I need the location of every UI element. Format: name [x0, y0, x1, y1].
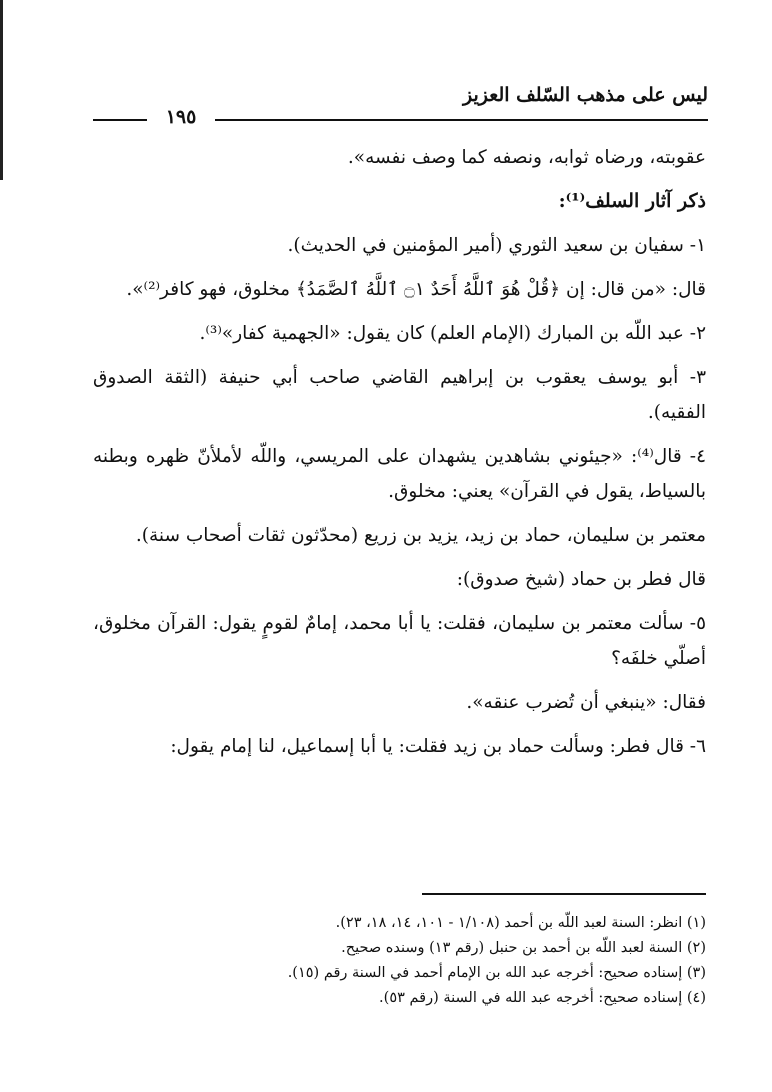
paragraph-answer: فقال: «ينبغي أن تُضرب عنقه».: [466, 692, 706, 713]
scan-margin-line: [0, 0, 3, 180]
paragraph-item-3: ٣- أبو يوسف يعقوب بن إبراهيم القاضي صاحب أبي حنيفة (الثقة الصدوق الفقيه).: [93, 367, 706, 423]
main-text: [93, 140, 706, 773]
paragraph-item-4: ٤- قال⁽⁴⁾: «جيئوني بشاهدين يشهدان على المريسي، واللّه لأملأنّ ظهره وبطنه بالسياط، يقول في القرآن» يعني: مخلوق.: [93, 446, 707, 502]
section-heading: ذكر آثار السلف⁽¹⁾:: [558, 190, 706, 212]
header-rule-left: [93, 119, 147, 121]
running-header-title: ليس على مذهب السّلف العزيز: [463, 84, 708, 106]
footnotes: [93, 911, 706, 1011]
paragraph-item-5: ٥- سألت معتمر بن سليمان، فقلت: يا أبا محمد، إمامٌ لقومٍ يقول: القرآن مخلوق، أصلّي خلفَه؟: [93, 613, 706, 669]
paragraph-quote-1: قال: «من قال: إن ﴿قُلْ هُوَ ٱللَّهُ أَحَدٌ ۝١ ٱللَّهُ ٱلصَّمَدُ﴾ مخلوق، فهو كافر⁽²⁾».: [126, 279, 706, 300]
paragraph-fitr: قال فطر بن حماد (شيخ صدوق):: [456, 569, 706, 590]
paragraph-item-2: ٢- عبد اللّه بن المبارك (الإمام العلم) كان يقول: «الجهمية كفار»⁽³⁾.: [199, 323, 706, 344]
paragraph-item-6: ٦- قال فطر: وسألت حماد بن زيد فقلت: يا أبا إسماعيل، لنا إمام يقول:: [170, 736, 706, 757]
footnote-4: (٤) إسناده صحيح: أخرجه عبد الله في السنة (رقم ٥٣).: [379, 990, 706, 1006]
page-number: ١٩٥: [165, 106, 197, 128]
paragraph-item-1: ١- سفيان بن سعيد الثوري (أمير المؤمنين في الحديث).: [287, 235, 706, 256]
footnote-3: (٣) إسناده صحيح: أخرجه عبد الله بن الإمام أحمد في السنة رقم (١٥).: [287, 965, 706, 981]
header-rule-right: [215, 119, 708, 121]
footnote-separator: [422, 893, 706, 895]
footnote-1: (١) انظر: السنة لعبد اللّه بن أحمد (١/١٠٨ - ١٠١، ١٤، ١٨، ٢٣).: [335, 915, 706, 931]
paragraph-continuation: عقوبته، ورضاه ثوابه، ونصفه كما وصف نفسه».: [347, 147, 706, 168]
paragraph-narrators: معتمر بن سليمان، حماد بن زيد، يزيد بن زريع (محدّثون ثقات أصحاب سنة).: [135, 525, 706, 546]
footnote-2: (٢) السنة لعبد اللّه بن أحمد بن حنبل (رقم ١٣) وسنده صحيح.: [341, 940, 706, 956]
